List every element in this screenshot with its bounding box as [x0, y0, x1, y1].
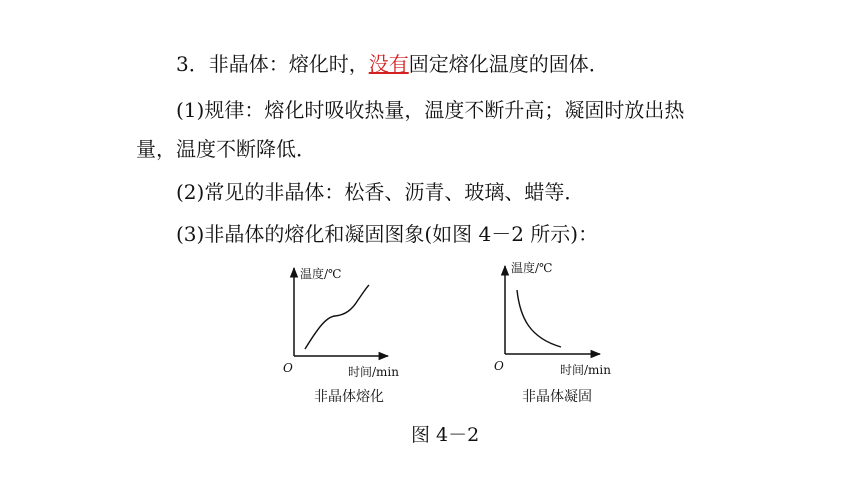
melting-origin: O: [283, 361, 293, 375]
fill-in-blank-answer: 没有: [368, 52, 409, 76]
definition-suffix: 固定熔化温度的固体．: [408, 52, 609, 76]
solidification-origin: O: [494, 359, 504, 373]
solidification-graph: [494, 260, 611, 405]
melting-ylabel: 温度/℃: [300, 267, 342, 281]
paragraph-examples: (2)常见的非晶体：松香、沥青、玻璃、蜡等．: [176, 180, 585, 204]
paragraph-rule-line1: (1)规律：熔化时吸收热量，温度不断升高；凝固时放出热: [176, 98, 685, 122]
solidification-caption: 非晶体凝固: [522, 389, 592, 405]
paragraph-graph-intro: (3)非晶体的熔化和凝固图象(如图 4－2 所示)：: [176, 222, 599, 246]
solidification-curve: [517, 290, 561, 347]
definition-prefix: 3．非晶体：熔化时，: [176, 52, 369, 76]
melting-curve: [305, 285, 369, 349]
melting-graph: [283, 266, 399, 405]
figure-title: 图 4－2: [411, 424, 480, 446]
paragraph-rule-line2: 量，温度不断降低．: [136, 137, 316, 161]
melting-caption: 非晶体熔化: [314, 389, 384, 405]
solidification-ylabel: 温度/℃: [511, 261, 553, 275]
solidification-xlabel: 时间/min: [560, 363, 611, 377]
melting-xlabel: 时间/min: [348, 365, 399, 379]
